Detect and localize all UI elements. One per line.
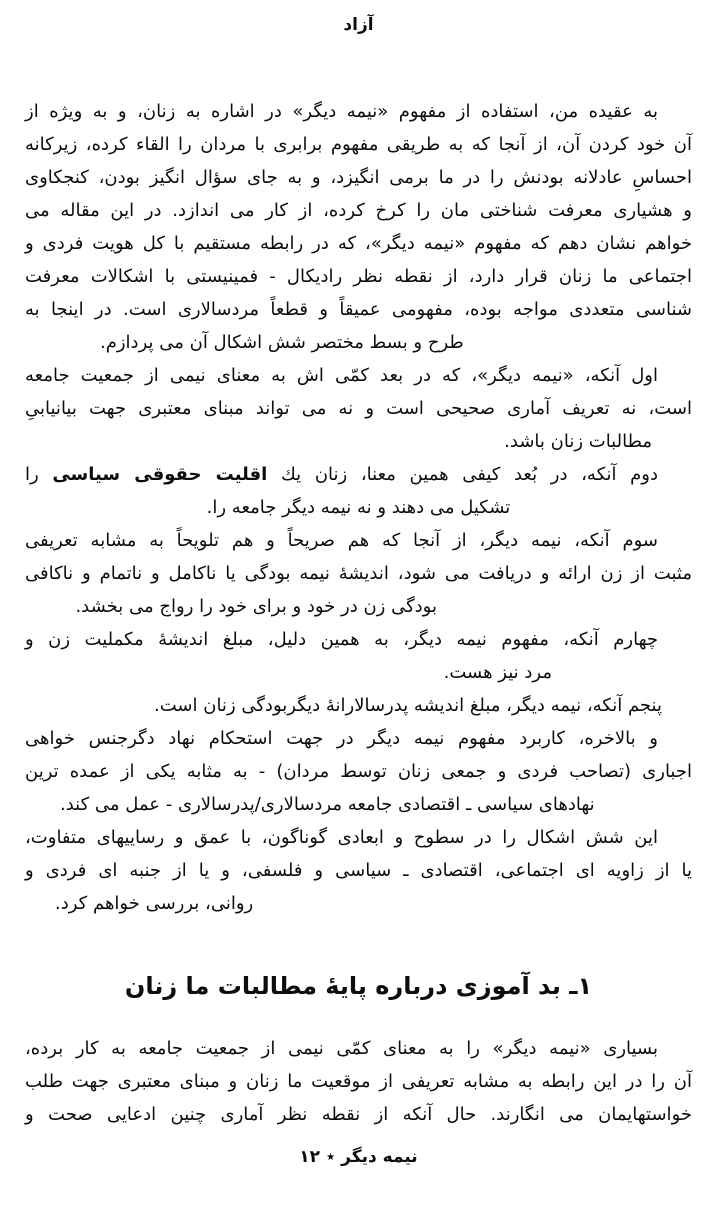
text-segment: مثبت از زن ارائه و دریافت می شود، اندیشۀ نیمه بودگی یا ناکامل و ناتمام و ناکافی	[25, 563, 692, 584]
text-line	[25, 95, 692, 128]
text-segment: اول آنکه، «نیمه دیگر»، که در بعد کمّی اش به معنای نیمی از جمعیت جامعه	[25, 365, 658, 386]
paragraph	[25, 524, 692, 623]
text-segment: روانی، بررسی خواهم کرد.	[55, 893, 254, 914]
text-segment: آن را در این رابطه به مشابه تعریفی از موقعیت ما زنان و مبنای معتبری جهت طلب	[25, 1071, 692, 1092]
text-segment: طرح و بسط مختصر شش اشکال آن می پردازم.	[100, 332, 464, 353]
text-line	[25, 788, 692, 821]
text-line	[25, 722, 692, 755]
paragraph	[25, 623, 692, 689]
bold-phrase: اقلیت حقوقی سیاسی	[52, 464, 268, 485]
paragraph	[25, 821, 692, 920]
paragraph	[25, 458, 692, 524]
text-segment: بسیاری «نیمه دیگر» را به معنای کمّی نیمی از جمعیت جامعه به کار برده،	[25, 1038, 658, 1059]
text-line	[25, 1065, 692, 1098]
text-segment: اجباری (تصاحب فردی و جمعی زنان توسط مردان) - به مثابه یکی از عمده ترین	[25, 761, 692, 782]
text-segment: چهارم آنکه، مفهوم نیمه دیگر، به همین دلیل، مبلغ اندیشۀ مکملیت زن و	[25, 629, 658, 650]
paragraph	[25, 1032, 692, 1131]
text-segment: پنجم آنکه، نیمه دیگر، مبلغ اندیشه پدرسالارانۀ دیگربودگی زنان است.	[154, 695, 662, 716]
text-segment: بودگی زن در خود و برای خود را رواج می بخشد.	[75, 596, 437, 617]
paragraph	[25, 689, 692, 722]
text-segment: مطالبات زنان باشد.	[504, 431, 652, 452]
text-line	[25, 821, 692, 854]
paragraph	[25, 95, 692, 359]
text-line	[25, 854, 692, 887]
text-segment: سوم آنکه، نیمه دیگر، از آنجا که هم صریحاً و هم تلویحاً به مشابه تعریفی	[25, 530, 658, 551]
text-line	[25, 194, 692, 227]
text-line	[25, 161, 692, 194]
text-segment: خواستهایمان می انگارند. حال آنکه از نقطه نظر آماری چنین ادعایی صحت و	[25, 1104, 692, 1125]
text-segment: تشکیل می دهند و نه نیمه دیگر جامعه را.	[206, 497, 511, 518]
text-segment: و هشیاری معرفت شناختی مان را کرخ کرده، از کار می اندازد. در این مقاله می	[25, 200, 692, 221]
text-line	[25, 656, 692, 689]
text-segment: به عقیده من، استفاده از مفهوم «نیمه دیگر» در اشاره به زنان، و به ویژه از	[25, 101, 658, 122]
text-segment: را	[25, 464, 53, 485]
text-line	[25, 623, 692, 656]
text-line	[25, 1098, 692, 1131]
text-line	[25, 293, 692, 326]
paragraph	[25, 359, 692, 458]
text-segment: این شش اشکال را در سطوح و ابعادی گوناگون، با عمق و رساییهای متفاوت،	[25, 827, 658, 848]
page-header-title: آزاد	[343, 15, 374, 35]
text-line	[25, 1032, 692, 1065]
section-paragraphs	[25, 1032, 692, 1131]
text-segment: دوم آنکه، در بُعد کیفی همین معنا، زنان یك	[267, 464, 659, 485]
section-heading: ۱ـ بد آموزی درباره پایۀ مطالبات ما زنان	[124, 972, 593, 1000]
page-footer: نیمه دیگر ٭ ۱۲	[299, 1147, 418, 1167]
text-segment: یا از زاویه ای اجتماعی، اقتصادی ـ سیاسی و فلسفی، و یا از جنبه ای فردی و	[25, 860, 692, 881]
text-segment: اجتماعی ما زنان قرار دارد، از نقطه نظر رادیکال - فمینیستی با اشکالات معرفت	[25, 266, 692, 287]
text-line	[25, 425, 692, 458]
paragraph	[25, 722, 692, 821]
text-line	[25, 326, 692, 359]
text-line	[25, 260, 692, 293]
text-line	[25, 590, 692, 623]
text-line	[25, 359, 692, 392]
text-segment: شناسی متعددی مواجه بوده، مفهومی عمیقاً و قطعاً مردسالاری است. در اینجا به	[25, 299, 692, 320]
text-line	[25, 227, 692, 260]
text-segment: مرد نیز هست.	[443, 662, 552, 683]
text-line	[25, 755, 692, 788]
text-segment: احساسِ عادلانه بودنش را در ما برمی انگیزد، و به جای سؤال انگیز بودن، کنجکاوی	[25, 167, 692, 188]
text-segment: خواهم نشان دهم که مفهوم «نیمه دیگر»، که در رابطه مستقیم با کل هویت فردی و	[25, 233, 692, 254]
intro-paragraphs	[25, 95, 692, 920]
text-line	[25, 689, 692, 722]
text-line	[25, 491, 692, 524]
text-line	[25, 557, 692, 590]
text-line	[25, 128, 692, 161]
text-line	[25, 524, 692, 557]
text-segment: و بالاخره، کاربرد مفهوم نیمه دیگر در جهت استحکام نهاد دگرجنس خواهی	[25, 728, 658, 749]
text-segment: آن خود کردن آن، از آنجا که به طریقی مفهوم برابری با مردان را القاء کرده، زیرکانه	[25, 134, 692, 155]
text-line	[25, 392, 692, 425]
text-segment: است، نه تعریف آماری صحیحی است و نه می تواند مبنای معتبری جهت بیانیابیِ	[25, 398, 692, 419]
text-line	[25, 458, 692, 491]
text-segment: نهادهای سیاسی ـ اقتصادی جامعه مردسالاری/پدرسالاری - عمل می کند.	[60, 794, 595, 815]
text-line	[25, 887, 692, 920]
